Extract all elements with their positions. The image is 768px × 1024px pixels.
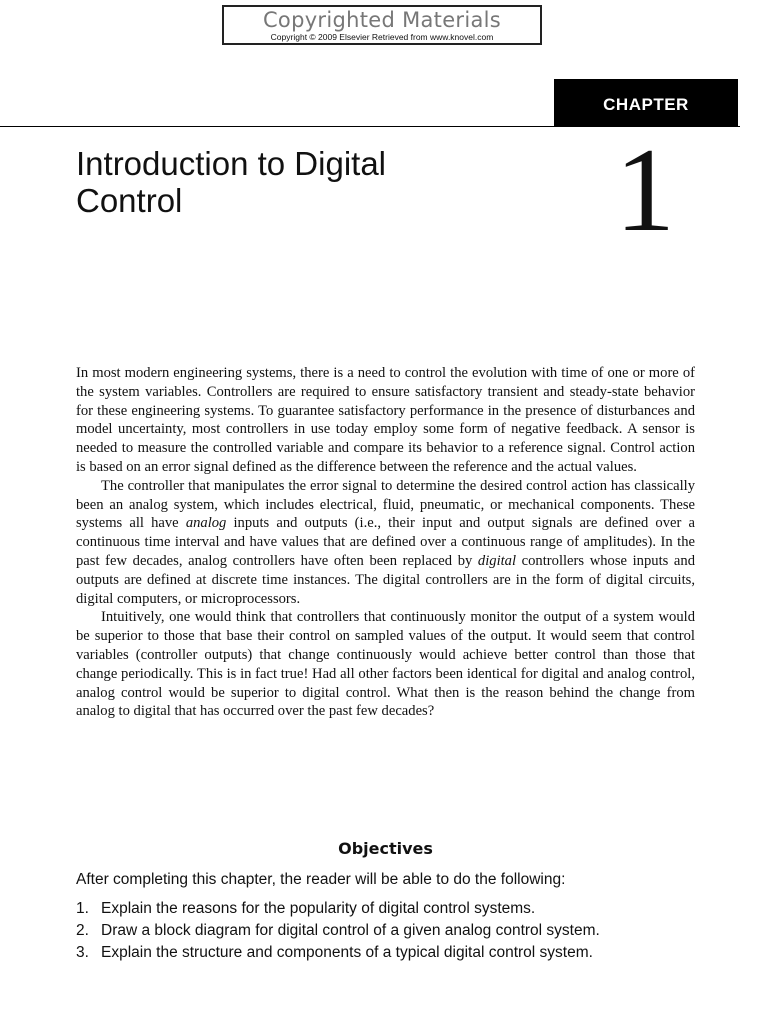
chapter-label: CHAPTER <box>554 79 738 127</box>
paragraph-3: Intuitively, one would think that controllers that continuously monitor the output of a system would be superior to those that base their control on sampled values of the output. It would seem that control variables (controller outputs) that change continuously would achieve better control than those that change periodically. This is in fact true! Had all other factors been identical for digital and analog control, analog control would be superior to digital control. What then is the reason behind the change from analog to digital that has occurred over the past few decades? <box>76 609 695 720</box>
emphasis-digital: digital <box>477 552 517 569</box>
objective-number: 2. <box>76 922 89 939</box>
paragraph-2-part-b: inputs and outputs (i.e., their input and output signals are defined over a continuous time interval and have values that are defined over a continuous range of amplitudes). In the past few decades, analog controllers have often been replaced by <box>76 515 695 569</box>
objective-number: 3. <box>76 944 89 961</box>
objective-number: 1. <box>76 900 89 917</box>
paragraph-2-part-c: controllers whose inputs and outputs are defined at discrete time instances. The digital controllers are in the form of digital circuits, digital computers, or microprocessors. <box>76 552 695 607</box>
objectives-list <box>76 898 716 964</box>
objectives-intro: After completing this chapter, the reader will be able to do the following: <box>76 871 566 888</box>
objective-text: Explain the structure and components of a typical digital control system. <box>101 944 593 961</box>
chapter-title-line1: Introduction to Digital <box>76 145 387 182</box>
chapter-number: 1 <box>615 123 675 256</box>
objective-item <box>76 920 716 942</box>
watermark-subtitle: Copyright © 2009 Elsevier Retrieved from www.knovel.com <box>270 32 494 42</box>
paragraph-2 <box>76 477 695 609</box>
chapter-title-line2: Control <box>76 182 183 219</box>
watermark-title: Copyrighted Materials <box>262 8 502 32</box>
paragraph-2-part-a: The controller that manipulates the error signal to determine the desired control action has classically been an analog system, which includes electrical, fluid, pneumatic, or mechanical components. These systems all have <box>76 477 695 532</box>
paragraph-1: In most modern engineering systems, there is a need to control the evolution with time of one or more of the system variables. Controllers are required to ensure satisfactory transient and steady-state behavior for these engineering systems. To guarantee satisfactory performance in the presence of disturbances and model uncertainty, most controllers in use today employ some form of negative feedback. A sensor is needed to measure the controlled variable and compare its behavior to a reference signal. Control action is based on an error signal defined as the difference between the reference and the actual values. <box>76 365 695 475</box>
chapter-title <box>76 145 496 219</box>
objective-item <box>76 898 716 920</box>
emphasis-analog: analog <box>185 515 227 532</box>
objectives-heading: Objectives <box>338 839 433 858</box>
objective-text: Explain the reasons for the popularity of digital control systems. <box>101 900 536 917</box>
objective-text: Draw a block diagram for digital control of a given analog control system. <box>101 922 600 939</box>
body-text <box>76 364 695 721</box>
copyright-watermark <box>222 5 542 45</box>
objective-item <box>76 942 716 964</box>
